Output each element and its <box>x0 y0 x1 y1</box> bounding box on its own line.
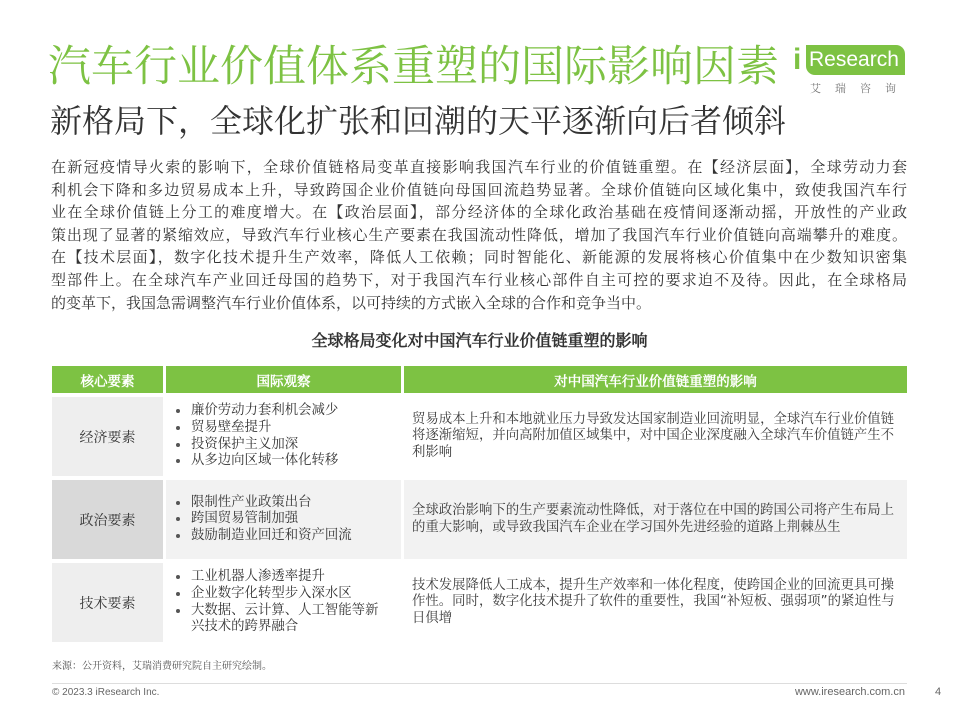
impact-text: 技术发展降低人工成本，提升生产效率和一体化程度，使跨国企业的回流更具可操作性。同时，数字化技术提升了软件的重要性，我国“补短板、强弱项”的紧迫性与日俱增 <box>412 577 895 626</box>
footer-copyright: © 2023.3 iResearch Inc. <box>52 687 160 698</box>
footer-url: www.iresearch.com.cn <box>794 686 905 698</box>
page-number: 4 <box>935 686 942 698</box>
factor-label: 技术要素 <box>79 595 136 612</box>
observation-item <box>175 586 385 603</box>
bullet-dot-icon <box>176 459 180 463</box>
observation-item <box>175 569 385 586</box>
observation-item <box>175 511 385 528</box>
source-note: 来源：公开资料，艾瑞消费研究院自主研究绘制。 <box>52 661 272 672</box>
intro-paragraph-line: 利机会下降和多边贸易成本上升，导致跨国企业价值链向母国回流趋势显著。全球价值链向区域化集中，致使我国汽车行 <box>51 180 907 199</box>
observation-item <box>175 420 385 437</box>
bullet-dot-icon <box>176 592 180 596</box>
impact-cell <box>404 563 907 642</box>
observation-cell <box>166 563 401 642</box>
impact-table <box>52 366 907 642</box>
observation-text: 企业数字化转型步入深水区 <box>191 585 352 601</box>
table-header-impact: 对中国汽车行业价值链重塑的影响 <box>404 366 907 393</box>
intro-paragraph-line: 型部件上。在全球汽车产业回迁母国的趋势下，对于我国汽车行业核心部件自主可控的要求迫不及待。因此，在全球格局 <box>51 270 907 289</box>
intro-paragraph-line: 的变革下，我国急需调整汽车行业价值体系，以可持续的方式嵌入全球的合作和竞争当中。 <box>51 293 652 312</box>
logo-wordmark <box>793 43 909 75</box>
observation-text: 跨国贸易管制加强 <box>191 511 299 527</box>
table-title: 全球格局变化对中国汽车行业价值链重塑的影响 <box>311 331 648 350</box>
factor-label: 经济要素 <box>79 429 136 446</box>
intro-paragraph <box>51 156 907 314</box>
bullet-dot-icon <box>176 575 180 579</box>
impact-cell <box>404 480 907 559</box>
factor-cell <box>52 397 163 476</box>
observation-text: 大数据、云计算、人工智能等新兴技术的跨界融合 <box>191 602 379 635</box>
observation-item <box>175 437 385 454</box>
page-subtitle: 新格局下，全球化扩张和回潮的天平逐渐向后者倾斜 <box>50 102 787 140</box>
observation-item <box>175 453 385 470</box>
table-header-core-factor: 核心要素 <box>52 366 163 393</box>
observation-cell <box>166 397 401 476</box>
bullet-dot-icon <box>176 609 180 613</box>
page-title: 汽车行业价值体系重塑的国际影响因素 <box>48 42 779 92</box>
observation-text: 限制性产业政策出台 <box>191 494 312 510</box>
observation-cell <box>166 480 401 559</box>
observation-list <box>166 495 385 545</box>
observation-list <box>166 569 385 635</box>
observation-text: 贸易壁垒提升 <box>191 419 272 435</box>
bullet-dot-icon <box>176 443 180 447</box>
factor-cell <box>52 563 163 642</box>
observation-text: 鼓励制造业回迁和资产回流 <box>191 527 352 543</box>
factor-cell <box>52 480 163 559</box>
logo-cn-name: 艾瑞咨询 <box>810 82 910 95</box>
bullet-dot-icon <box>176 534 180 538</box>
observation-item <box>175 603 385 636</box>
bullet-dot-icon <box>176 501 180 505</box>
observation-text: 投资保护主义加深 <box>191 436 299 452</box>
observation-item <box>175 403 385 420</box>
footer-divider <box>52 683 907 684</box>
observation-text: 从多边向区域一体化转移 <box>191 453 339 469</box>
table-header-international-observation: 国际观察 <box>166 366 401 393</box>
impact-text: 贸易成本上升和本地就业压力导致发达国家制造业回流明显，全球汽车行业价值链将逐渐缩短，并向高附加值区域集中，对中国企业深度融入全球汽车价值链产生不利影响 <box>412 411 895 460</box>
observation-list <box>166 403 385 469</box>
observation-item <box>175 528 385 545</box>
impact-text: 全球政治影响下的生产要素流动性降低，对于落位在中国的跨国公司将产生布局上的重大影响，或导致我国汽车企业在学习国外先进经验的道路上荆棘丛生 <box>412 503 895 535</box>
intro-paragraph-line: 在新冠疫情导火索的影响下，全球价值链格局变革直接影响我国汽车行业的价值链重塑。在【经济层面】，全球劳动力套 <box>51 158 907 176</box>
iresearch-logo <box>793 43 909 96</box>
impact-cell <box>404 397 907 476</box>
logo-mark-text: Research <box>806 45 905 75</box>
observation-item <box>175 495 385 512</box>
bullet-dot-icon <box>176 426 180 430</box>
intro-paragraph-line: 在【技术层面】，数字化技术提升生产效率，降低人工依赖；同时智能化、新能源的发展将核心价值集中在少数知识密集 <box>51 248 907 267</box>
observation-text: 廉价劳动力套利机会减少 <box>191 403 339 419</box>
intro-paragraph-line: 业在全球价值链上分工的难度增大。在【政治层面】，部分经济体的全球化政治基础在疫情间逐渐动摇，开放性的产业政 <box>51 203 907 222</box>
intro-paragraph-line: 策出现了显著的紧缩效应，导致汽车行业核心生产要素在我国流动性降低，增加了我国汽车行业价值链向高端攀升的难度。 <box>51 225 907 244</box>
logo-mark-i: i <box>793 43 802 76</box>
observation-text: 工业机器人渗透率提升 <box>191 569 325 585</box>
bullet-dot-icon <box>176 517 180 521</box>
factor-label: 政治要素 <box>79 512 136 529</box>
bullet-dot-icon <box>176 409 180 413</box>
